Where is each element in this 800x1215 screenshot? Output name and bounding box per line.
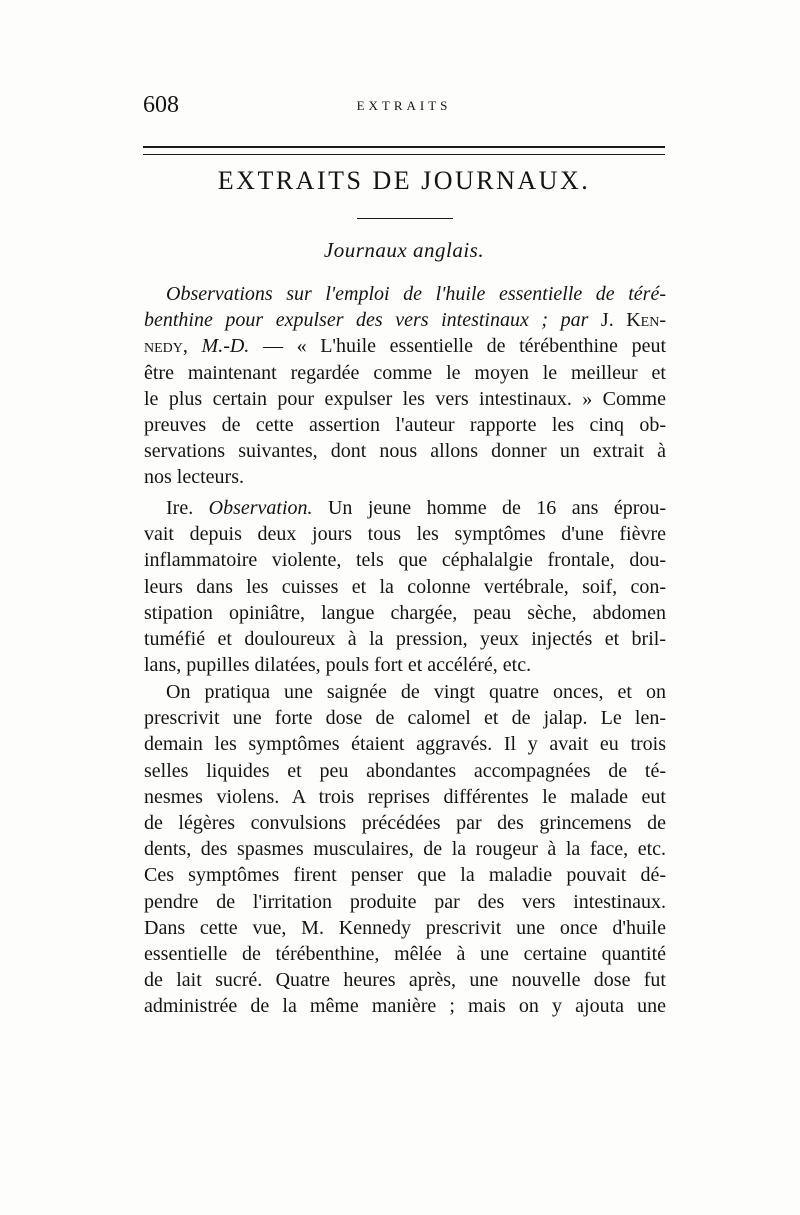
text-line: administrée de la même manière ; mais on y ajouta une (144, 995, 666, 1018)
text-line: de légères convulsions précédées par des grincemens de (144, 811, 666, 834)
author-degree: M.-D. (201, 335, 250, 358)
text-line (144, 307, 666, 333)
text-line: preuves de cette assertion l'auteur rapporte les cinq ob- (144, 413, 666, 436)
page-number: 608 (143, 92, 179, 118)
author-name-cont: nedy (144, 335, 183, 358)
text-line (144, 495, 666, 521)
running-head (143, 92, 665, 124)
article-title-line: Observations sur l'emploi de l'huile essentielle de téré- (166, 283, 666, 305)
text-line: servations suivantes, dont nous allons donner un extrait à (144, 440, 666, 463)
text-line: de lait sucré. Quatre heures après, une nouvelle dose fut (144, 969, 666, 992)
observation-number: Ire. (166, 497, 194, 519)
observation-first-line: Un jeune homme de 16 ans éprou- (327, 497, 667, 519)
text-line: demain les symptômes étaient aggravés. Il y avait eu trois (144, 733, 666, 756)
text-line: stipation opiniâtre, langue chargée, peau sèche, abdomen (144, 601, 666, 624)
double-rule-divider (143, 146, 665, 155)
article-title-line: benthine pour expulser des vers intestinaux ; par (144, 309, 589, 332)
text-line: être maintenant regardée comme le moyen le meilleur et (144, 361, 666, 384)
quote-opening: — « L'huile essentielle de térébenthine peut (262, 335, 667, 358)
text-line: le plus certain pour expulser les vers intestinaux. » Comme (144, 387, 666, 410)
observation-1-paragraph (144, 495, 666, 678)
text-line: vait depuis deux jours tous les symptômes d'une fièvre (144, 523, 666, 546)
article-intro (144, 281, 666, 491)
running-title: EXTRAITS (356, 98, 452, 113)
short-rule-divider (357, 218, 453, 219)
treatment-paragraph (144, 679, 666, 1019)
section-title: EXTRAITS DE JOURNAUX. (217, 166, 591, 195)
author-name: J. Ken- (600, 309, 666, 332)
text-line: On pratiqua une saignée de vingt quatre onces, et on (166, 681, 666, 703)
subhead-journaux-anglais: Journaux anglais. (323, 238, 485, 262)
text-line: prescrivit une forte dose de calomel et de jalap. Le len- (144, 707, 666, 730)
text-line: lans, pupilles dilatées, pouls fort et accéléré, etc. (144, 654, 532, 677)
text-line (144, 281, 666, 307)
text-line: nos lecteurs. (144, 466, 244, 489)
text-line: essentielle de térébenthine, mêlée à une certaine quantité (144, 942, 666, 965)
text-line: inflammatoire violente, tels que céphalalgie frontale, dou- (144, 549, 666, 572)
text-line: nedy, M.-D. — « L'huile essentielle de térébenthine peut (144, 335, 667, 358)
text-line: dents, des spasmes musculaires, de la rougeur à la face, etc. (144, 838, 666, 861)
text-line: Dans cette vue, M. Kennedy prescrivit une once d'huile (144, 916, 666, 939)
text-line: leurs dans les cuisses et la colonne vertébrale, soif, con- (144, 575, 666, 598)
text-line: Ces symptômes firent penser que la maladie pouvait dé- (144, 864, 666, 887)
text-line: selles liquides et peu abondantes accompagnées de té- (144, 759, 666, 782)
text-line: nesmes violens. A trois reprises différentes le malade eut (144, 785, 666, 808)
text-line: pendre de l'irritation produite par des vers intestinaux. (144, 890, 666, 913)
observation-label: Observation. (208, 497, 313, 519)
text-line: tuméfié et douloureux à la pression, yeux injectés et bril- (144, 627, 666, 650)
